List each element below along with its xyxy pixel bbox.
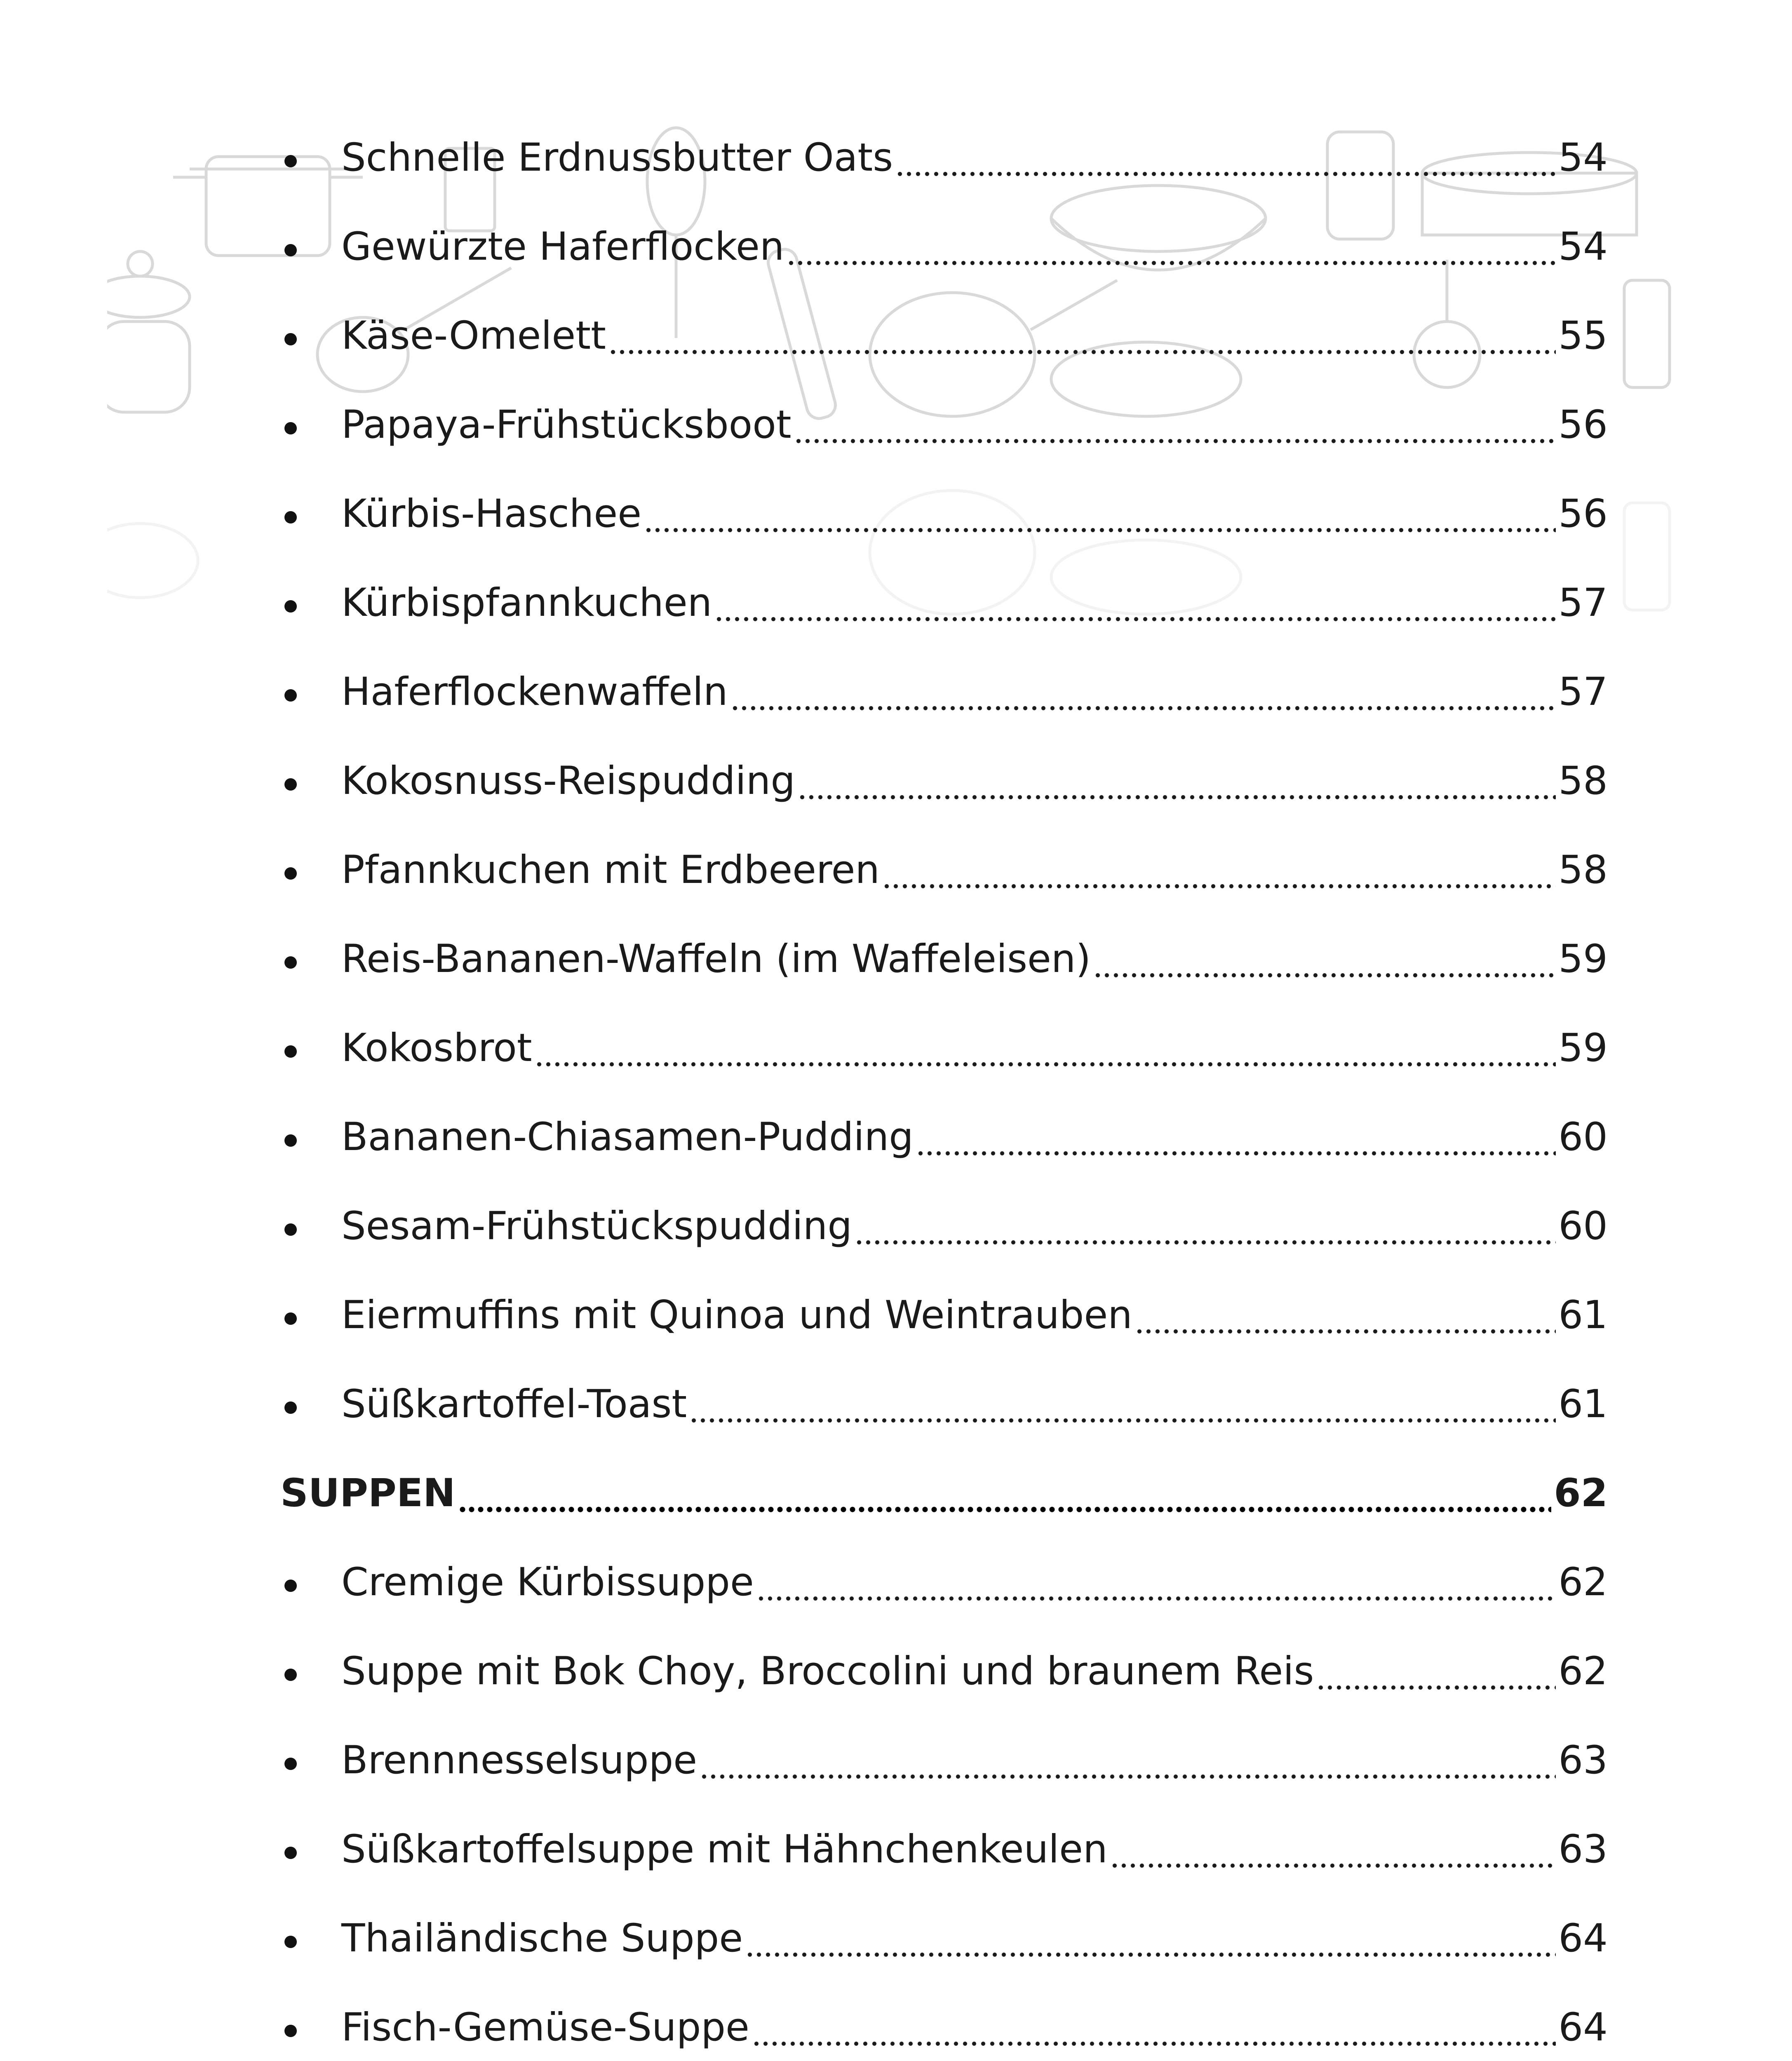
dot-leader <box>745 1943 1556 1959</box>
toc-entry-title: Pfannkuchen mit Erdbeeren <box>341 847 880 892</box>
dot-leader <box>787 251 1556 268</box>
toc-entry-row[interactable] <box>280 1360 1608 1449</box>
bullet-icon <box>284 778 297 791</box>
bullet-icon <box>284 1045 297 1058</box>
bullet-icon <box>284 956 297 969</box>
toc-page-number: 64 <box>1558 1916 1608 1961</box>
dot-leader <box>794 429 1556 446</box>
bullet-icon <box>284 689 297 702</box>
toc-entry-row[interactable] <box>280 1894 1608 1983</box>
toc-page-number: 62 <box>1558 1649 1608 1694</box>
toc-section-row[interactable] <box>280 1449 1608 1538</box>
toc-page-number: 59 <box>1558 937 1608 981</box>
toc-entry-row[interactable] <box>280 1627 1608 1716</box>
dot-leader <box>752 2032 1556 2048</box>
toc-entry-title: Reis-Bananen-Waffeln (im Waffeleisen) <box>341 937 1091 981</box>
toc-entry-title: Süßkartoffel-Toast <box>341 1382 687 1427</box>
toc-page-number: 62 <box>1558 1560 1608 1605</box>
bullet-icon <box>284 1223 297 1236</box>
toc-entry-row[interactable] <box>280 1983 1608 2061</box>
toc-entry-title: Süßkartoffelsuppe mit Hähnchenkeulen <box>341 1827 1108 1872</box>
bullet-icon <box>284 600 297 613</box>
dot-leader <box>458 1498 1551 1514</box>
toc-entry-title: Kokosbrot <box>341 1026 532 1070</box>
bullet-icon <box>284 1936 297 1948</box>
toc-entry-title: Papaya-Frühstücksboot <box>341 402 791 447</box>
toc-entry-title: Haferflockenwaffeln <box>341 669 728 714</box>
toc-entry-row[interactable] <box>280 1004 1608 1093</box>
toc-page-number: 58 <box>1558 758 1608 803</box>
dot-leader <box>916 1141 1556 1158</box>
dot-leader <box>1110 1854 1556 1870</box>
toc-page-number: 57 <box>1558 669 1608 714</box>
toc-page-number: 62 <box>1554 1471 1608 1516</box>
jar-icon <box>107 251 190 412</box>
toc-entry-row[interactable] <box>280 291 1608 380</box>
toc-entry-title: Bananen-Chiasamen-Pudding <box>341 1115 914 1160</box>
toc-entry-row[interactable] <box>280 1538 1608 1627</box>
toc-entry-row[interactable] <box>280 915 1608 1004</box>
toc-page-number: 63 <box>1558 1738 1608 1783</box>
dot-leader <box>535 1052 1556 1069</box>
bullet-icon <box>284 244 297 256</box>
dot-leader <box>895 162 1556 178</box>
bullet-icon <box>284 867 297 880</box>
toc-entry-title: Suppe mit Bok Choy, Broccolini und braunem Reis <box>341 1649 1314 1694</box>
bullet-icon <box>284 1669 297 1681</box>
bullet-icon <box>284 155 297 167</box>
toc-page-number: 55 <box>1558 313 1608 358</box>
toc-entry-title: Cremige Kürbissuppe <box>341 1560 754 1605</box>
dot-leader <box>700 1765 1556 1781</box>
dot-leader <box>608 340 1556 357</box>
bullet-icon <box>284 1580 297 1592</box>
dot-leader <box>1316 1676 1556 1692</box>
toc-page-number: 63 <box>1558 1827 1608 1872</box>
grater-icon <box>1624 280 1670 387</box>
bullet-icon <box>284 333 297 345</box>
dot-leader <box>798 785 1556 802</box>
toc-page-number: 64 <box>1558 2005 1608 2050</box>
toc-entry-title: Kürbispfannkuchen <box>341 580 712 625</box>
bullet-icon <box>284 1134 297 1147</box>
toc-entry-row[interactable] <box>280 1716 1608 1805</box>
toc-entry-title: Käse-Omelett <box>341 313 606 358</box>
toc-entry-row[interactable] <box>280 559 1608 648</box>
dot-leader <box>1135 1319 1556 1336</box>
dot-leader <box>756 1587 1556 1603</box>
toc-page-number: 60 <box>1558 1204 1608 1249</box>
dot-leader <box>882 874 1556 891</box>
bullet-icon <box>284 1312 297 1325</box>
bullet-icon <box>284 1847 297 1859</box>
toc-section-title: SUPPEN <box>280 1471 456 1516</box>
toc-entry-row[interactable] <box>280 380 1608 469</box>
toc-entry-title: Brennnesselsuppe <box>341 1738 698 1783</box>
toc-page-number: 59 <box>1558 1026 1608 1070</box>
toc-entry-title: Fisch-Gemüse-Suppe <box>341 2005 749 2050</box>
toc-page-number: 61 <box>1558 1382 1608 1427</box>
dot-leader <box>855 1230 1556 1247</box>
toc-entry-title: Kokosnuss-Reispudding <box>341 758 796 803</box>
toc-page-number: 56 <box>1558 402 1608 447</box>
toc-entry-title: Thailändische Suppe <box>341 1916 743 1961</box>
toc-entry-row[interactable] <box>280 826 1608 915</box>
bullet-icon <box>284 511 297 523</box>
toc-page-number: 56 <box>1558 491 1608 536</box>
toc-entry-title: Sesam-Frühstückspudding <box>341 1204 853 1249</box>
toc-entry-row[interactable] <box>280 113 1608 202</box>
toc-entry-row[interactable] <box>280 1271 1608 1360</box>
toc-entry-title: Schnelle Erdnussbutter Oats <box>341 135 893 180</box>
bullet-icon <box>284 1758 297 1770</box>
toc-entry-title: Eiermuffins mit Quinoa und Weintrauben <box>341 1293 1132 1338</box>
table-of-contents <box>280 113 1608 2061</box>
toc-entry-row[interactable] <box>280 202 1608 291</box>
toc-entry-row[interactable] <box>280 1182 1608 1271</box>
dot-leader <box>730 696 1556 713</box>
toc-entry-row[interactable] <box>280 648 1608 737</box>
toc-entry-row[interactable] <box>280 1805 1608 1894</box>
dot-leader <box>1093 963 1556 980</box>
toc-entry-title: Kürbis-Haschee <box>341 491 642 536</box>
toc-entry-row[interactable] <box>280 469 1608 559</box>
toc-entry-row[interactable] <box>280 737 1608 826</box>
toc-page-number: 54 <box>1558 135 1608 180</box>
bullet-icon <box>284 1401 297 1414</box>
toc-page-number: 57 <box>1558 580 1608 625</box>
bullet-icon <box>284 2025 297 2037</box>
bullet-icon <box>284 422 297 434</box>
toc-entry-title: Gewürzte Haferflocken <box>341 224 784 269</box>
toc-entry-row[interactable] <box>280 1093 1608 1182</box>
toc-page-number: 58 <box>1558 847 1608 892</box>
dot-leader <box>644 518 1556 535</box>
toc-page-number: 60 <box>1558 1115 1608 1160</box>
dot-leader <box>714 607 1556 624</box>
dot-leader <box>689 1408 1556 1425</box>
toc-page-number: 61 <box>1558 1293 1608 1338</box>
toc-page-number: 54 <box>1558 224 1608 269</box>
